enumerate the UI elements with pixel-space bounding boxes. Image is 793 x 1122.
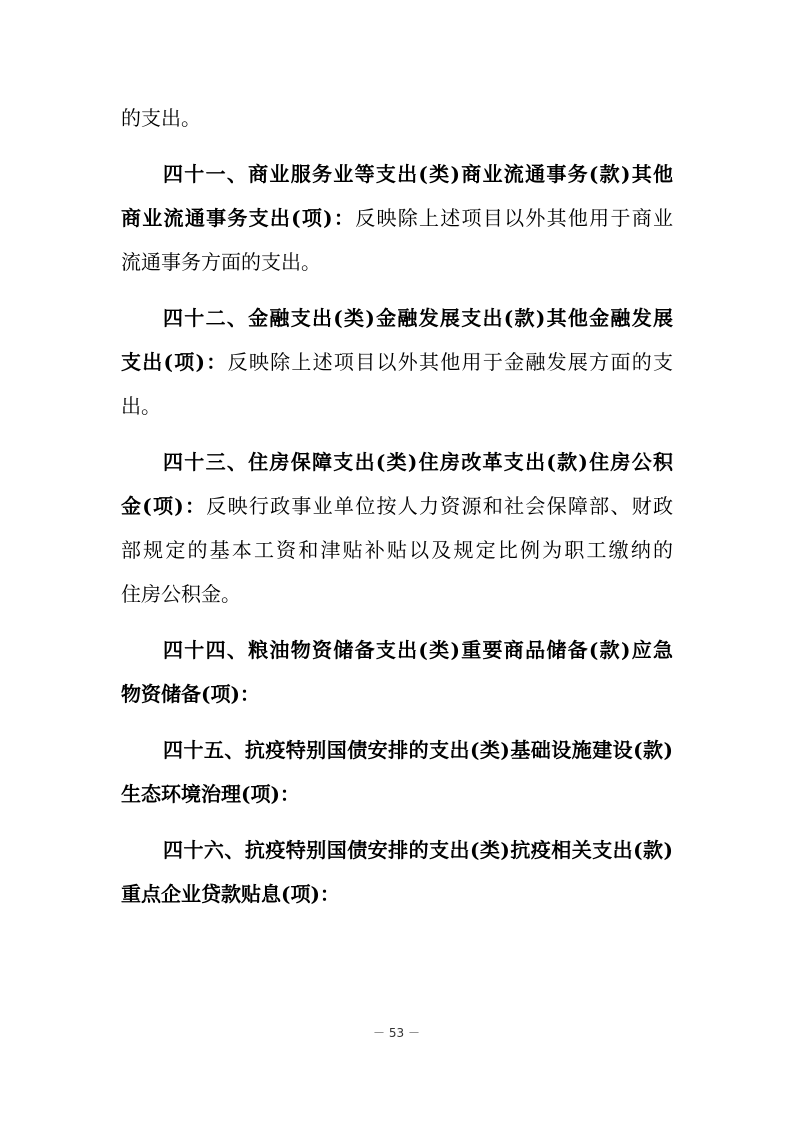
section-heading-46 bbox=[163, 837, 673, 863]
line-text: 的支出。 bbox=[121, 106, 201, 130]
line-bold-text: 金(项)： bbox=[121, 494, 207, 518]
text-line bbox=[121, 781, 673, 807]
line-text: 反映除上述项目以外其他用于金融发展方面的支 bbox=[227, 350, 673, 374]
section-heading-45 bbox=[163, 737, 673, 763]
text-line bbox=[121, 537, 673, 563]
line-text: 住房公积金。 bbox=[121, 582, 241, 606]
line-bold-text: 重点企业贷款贴息(项)： bbox=[121, 882, 340, 906]
text-line bbox=[121, 581, 673, 607]
line-bold-text: 商业流通事务支出(项)： bbox=[121, 206, 356, 230]
line-bold-text: 支出(项)： bbox=[121, 350, 228, 374]
text-line bbox=[121, 881, 673, 907]
line-bold-text: 四十六、抗疫特别国债安排的支出(类)抗疫相关支出(款) bbox=[163, 838, 673, 862]
line-bold-text: 物资储备(项)： bbox=[121, 682, 260, 706]
line-text: 流通事务方面的支出。 bbox=[121, 250, 321, 274]
section-heading-41 bbox=[163, 161, 673, 187]
page-number: － 53 － bbox=[373, 1026, 420, 1040]
line-text: 出。 bbox=[121, 394, 161, 418]
text-line bbox=[121, 349, 673, 375]
line-text: 反映行政事业单位按人力资源和社会保障部、财政 bbox=[206, 494, 674, 518]
section-heading-43 bbox=[163, 449, 673, 475]
text-line bbox=[121, 105, 673, 131]
text-line bbox=[121, 393, 673, 419]
section-heading-44 bbox=[163, 637, 673, 663]
line-bold-text: 四十四、粮油物资储备支出(类)重要商品储备(款)应急 bbox=[163, 638, 673, 662]
text-line bbox=[121, 681, 673, 707]
section-heading-42 bbox=[163, 305, 673, 331]
line-bold-text: 四十二、金融支出(类)金融发展支出(款)其他金融发展 bbox=[163, 306, 673, 330]
text-line bbox=[121, 493, 673, 519]
line-bold-text: 四十三、住房保障支出(类)住房改革支出(款)住房公积 bbox=[163, 450, 673, 474]
line-text: 部规定的基本工资和津贴补贴以及规定比例为职工缴纳的 bbox=[121, 538, 673, 562]
line-text: 反映除上述项目以外其他用于商业 bbox=[355, 206, 673, 230]
line-bold-text: 四十五、抗疫特别国债安排的支出(类)基础设施建设(款) bbox=[163, 738, 673, 762]
text-line bbox=[121, 205, 673, 231]
line-bold-text: 四十一、商业服务业等支出(类)商业流通事务(款)其他 bbox=[163, 162, 673, 186]
line-bold-text: 生态环境治理(项)： bbox=[121, 782, 300, 806]
text-line bbox=[121, 249, 673, 275]
